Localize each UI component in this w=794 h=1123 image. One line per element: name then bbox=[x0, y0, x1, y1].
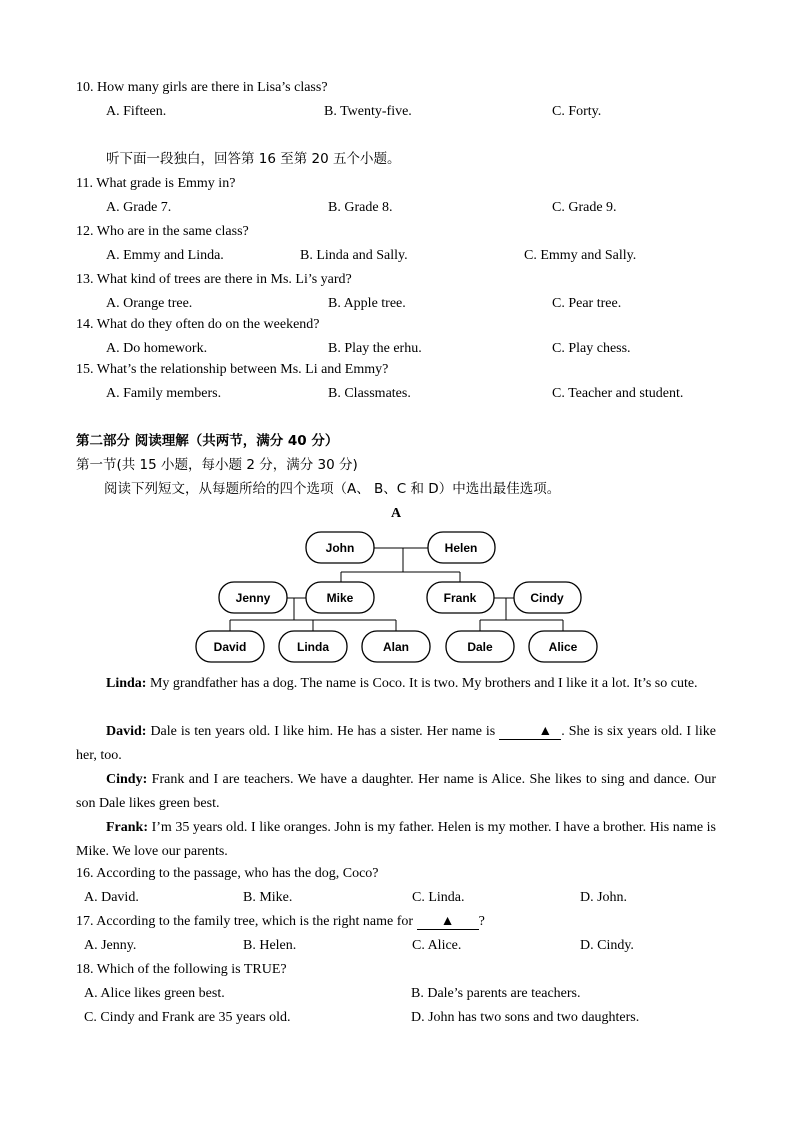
q17-option-c: C. Alice. bbox=[412, 938, 462, 953]
david-text-2: . She is six years old. I like her, too. bbox=[76, 724, 717, 763]
listening-instruction: 听下面一段独白，回答第 16 至第 20 五个小题。 bbox=[106, 151, 401, 167]
cindy-text: Frank and I are teachers. We have a daughter. Her name is Alice. She likes to sing and dance. Our son Dale likes green best. bbox=[76, 772, 716, 811]
q12-option-a: A. Emmy and Linda. bbox=[106, 248, 224, 263]
q11-option-a: A. Grade 7. bbox=[106, 200, 172, 215]
speaker-frank: Frank: bbox=[106, 820, 148, 835]
q14-option-c: C. Play chess. bbox=[552, 341, 631, 356]
q17-option-a: A. Jenny. bbox=[84, 938, 137, 953]
q14-option-a: A. Do homework. bbox=[106, 341, 208, 356]
speaker-cindy: Cindy: bbox=[106, 772, 148, 787]
q17-option-b: B. Helen. bbox=[243, 938, 297, 953]
tree-label-mike: Mike bbox=[326, 591, 354, 605]
question-15: 15. What’s the relationship between Ms. Li and Emmy? bbox=[76, 362, 389, 377]
question-16: 16. According to the passage, who has the dog, Coco? bbox=[76, 866, 379, 881]
david-text-1: Dale is ten years old. I like him. He has a sister. Her name is bbox=[146, 724, 500, 739]
tree-label-dale: Dale bbox=[467, 640, 493, 654]
question-18: 18. Which of the following is TRUE? bbox=[76, 962, 287, 977]
q16-option-d: D. John. bbox=[580, 890, 628, 905]
q17-question-mark: ? bbox=[478, 914, 485, 929]
question-12: 12. Who are in the same class? bbox=[76, 224, 249, 239]
q12-option-b: B. Linda and Sally. bbox=[300, 248, 408, 263]
question-10: 10. How many girls are there in Lisa’s class? bbox=[76, 80, 328, 95]
paragraph-frank bbox=[76, 816, 716, 864]
q18-option-c: C. Cindy and Frank are 35 years old. bbox=[84, 1010, 291, 1025]
tree-label-frank: Frank bbox=[443, 591, 477, 605]
q11-option-b: B. Grade 8. bbox=[328, 200, 393, 215]
paragraph-david bbox=[76, 720, 716, 768]
q10-option-a: A. Fifteen. bbox=[106, 104, 167, 119]
q16-option-b: B. Mike. bbox=[243, 890, 293, 905]
q15-option-a: A. Family members. bbox=[106, 386, 222, 401]
q13-option-a: A. Orange tree. bbox=[106, 296, 193, 311]
tree-label-david: David bbox=[213, 640, 247, 654]
tree-label-alan: Alan bbox=[382, 640, 410, 654]
speaker-david: David: bbox=[106, 724, 147, 739]
q17-text: 17. According to the family tree, which is the right name for bbox=[76, 914, 417, 929]
question-17 bbox=[76, 913, 485, 931]
q16-option-c: C. Linda. bbox=[412, 890, 465, 905]
tree-label-helen: Helen bbox=[444, 541, 478, 555]
q16-option-a: A. David. bbox=[84, 890, 139, 905]
q10-option-c: C. Forty. bbox=[552, 104, 602, 119]
question-11: 11. What grade is Emmy in? bbox=[76, 176, 236, 191]
q14-option-b: B. Play the erhu. bbox=[328, 341, 422, 356]
tree-label-jenny: Jenny bbox=[235, 591, 271, 605]
question-14: 14. What do they often do on the weekend? bbox=[76, 317, 320, 332]
linda-text: My grandfather has a dog. The name is Coco. It is two. My brothers and I like it a lot. It’s so cute. bbox=[146, 676, 698, 691]
tree-label-linda: Linda bbox=[297, 640, 329, 654]
q15-option-c: C. Teacher and student. bbox=[552, 386, 684, 401]
question-13: 13. What kind of trees are there in Ms. Li’s yard? bbox=[76, 272, 352, 287]
tree-label-cindy: Cindy bbox=[530, 591, 564, 605]
q17-option-d: D. Cindy. bbox=[580, 938, 634, 953]
triangle-icon: ▲ bbox=[538, 724, 553, 739]
q15-option-b: B. Classmates. bbox=[328, 386, 411, 401]
q13-option-c: C. Pear tree. bbox=[552, 296, 622, 311]
answer-blank bbox=[499, 725, 561, 740]
q18-option-b: B. Dale’s parents are teachers. bbox=[411, 986, 581, 1001]
section-1-instruction: 阅读下列短文，从每题所给的四个选项（A、 B、C 和 D）中选出最佳选项。 bbox=[104, 481, 561, 497]
frank-text: I’m 35 years old. I like oranges. John is my father. Helen is my mother. I have a brother. His name is Mike. We love our parents. bbox=[76, 820, 716, 859]
family-tree-diagram bbox=[0, 528, 794, 668]
paragraph-cindy bbox=[76, 768, 716, 816]
q10-option-b: B. Twenty-five. bbox=[324, 104, 412, 119]
q17-blank bbox=[417, 915, 479, 930]
section-1-heading: 第一节(共 15 小题，每小题 2 分，满分 30 分) bbox=[76, 457, 358, 473]
tree-label-alice: Alice bbox=[548, 640, 578, 654]
triangle-icon: ▲ bbox=[440, 914, 455, 929]
q18-option-a: A. Alice likes green best. bbox=[84, 986, 225, 1001]
q18-option-d: D. John has two sons and two daughters. bbox=[411, 1010, 640, 1025]
q11-option-c: C. Grade 9. bbox=[552, 200, 617, 215]
speaker-linda: Linda: bbox=[106, 676, 147, 691]
paragraph-linda bbox=[76, 672, 716, 696]
passage-label: A bbox=[391, 506, 402, 521]
q13-option-b: B. Apple tree. bbox=[328, 296, 406, 311]
q12-option-c: C. Emmy and Sally. bbox=[524, 248, 637, 263]
tree-label-john: John bbox=[325, 541, 355, 555]
part-2-heading: 第二部分 阅读理解（共两节，满分 40 分） bbox=[76, 433, 339, 449]
